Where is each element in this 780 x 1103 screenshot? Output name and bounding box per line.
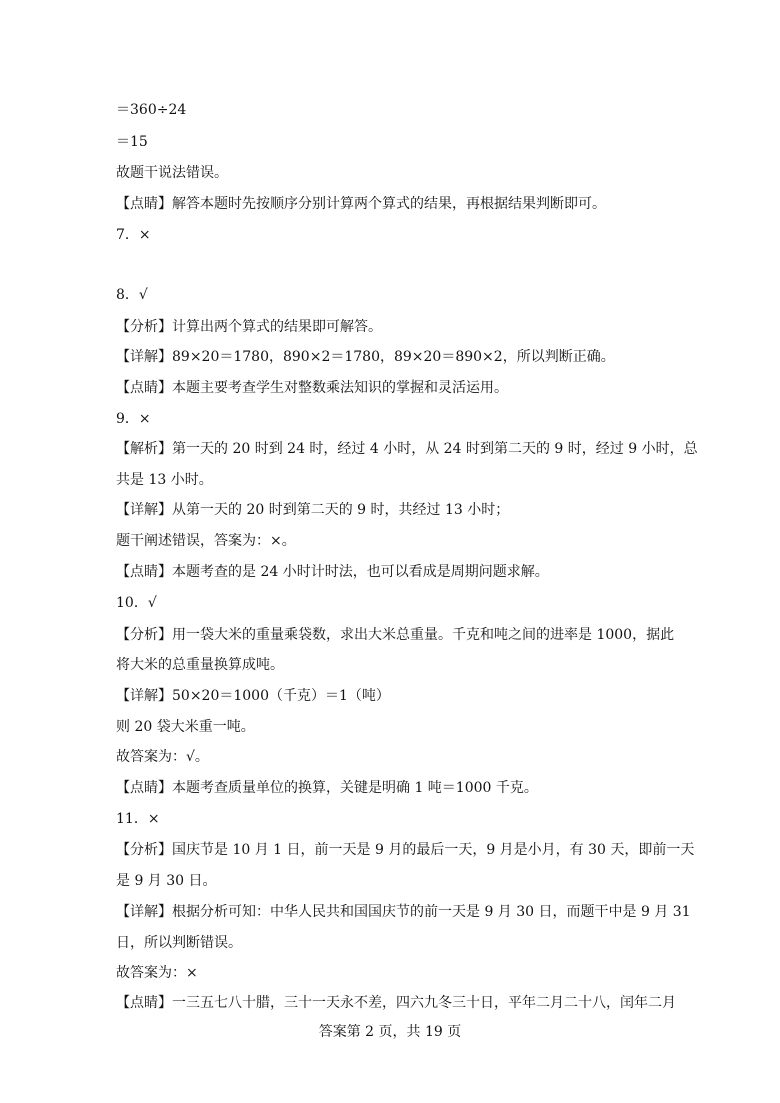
text-line: 【点睛】本题主要考查学生对整数乘法知识的掌握和灵活运用。 (116, 380, 508, 396)
text-line: 【详解】根据分析可知：中华人民共和国国庆节的前一天是 9 月 30 日，而题干中是 9 月 31 (116, 904, 691, 920)
text-line: 【点睛】一三五七八十腊，三十一天永不差，四六九冬三十日，平年二月二十八，闰年二月 (116, 995, 676, 1011)
text-line: 共是 13 小时。 (116, 472, 213, 488)
text-line: 7．× (116, 227, 151, 243)
text-line: 【分析】计算出两个算式的结果即可解答。 (116, 319, 382, 335)
text-line: 8．√ (116, 287, 148, 303)
text-line: 将大米的总重量换算成吨。 (116, 657, 284, 673)
text-line: 【详解】50×20＝1000（千克）＝1（吨） (116, 688, 390, 704)
text-line: 则 20 袋大米重一吨。 (116, 719, 255, 735)
text-line: 【详解】89×20＝1780，890×2＝1780，89×20＝890×2，所以判断正确。 (116, 349, 615, 365)
text-line: ＝15 (116, 134, 148, 150)
text-line: 是 9 月 30 日。 (116, 873, 217, 889)
text-line: 故答案为：√。 (116, 749, 209, 765)
text-line: 【分析】用一袋大米的重量乘袋数，求出大米总重量。千克和吨之间的进率是 1000，据此 (116, 627, 675, 643)
page-footer: 答案第 2 页，共 19 页 (318, 1024, 462, 1040)
text-line: 【点睛】本题考查的是 24 小时计时法，也可以看成是周期问题求解。 (116, 564, 549, 580)
text-line: 题干阐述错误，答案为：×。 (116, 533, 296, 549)
text-line: 10．√ (116, 595, 157, 611)
text-line: 【点睛】解答本题时先按顺序分别计算两个算式的结果，再根据结果判断即可。 (116, 196, 606, 212)
text-line: 9．× (116, 411, 151, 427)
text-line: ＝360÷24 (116, 102, 187, 118)
text-line: 【点睛】本题考查质量单位的换算，关键是明确 1 吨＝1000 千克。 (116, 780, 538, 796)
text-line: 故答案为：× (116, 965, 198, 981)
text-line: 【分析】国庆节是 10 月 1 日，前一天是 9 月的最后一天，9 月是小月，有 30 天，即前一天 (116, 842, 695, 858)
text-line: 日，所以判断错误。 (116, 935, 242, 951)
text-line: 【详解】从第一天的 20 时到第二天的 9 时，共经过 13 小时； (116, 502, 510, 518)
text-line: 故题干说法错误。 (116, 165, 228, 181)
text-line: 【解析】第一天的 20 时到 24 时，经过 4 小时，从 24 时到第二天的 9 时，经过 9 小时，总 (116, 441, 698, 457)
text-line: 11．× (116, 811, 160, 827)
